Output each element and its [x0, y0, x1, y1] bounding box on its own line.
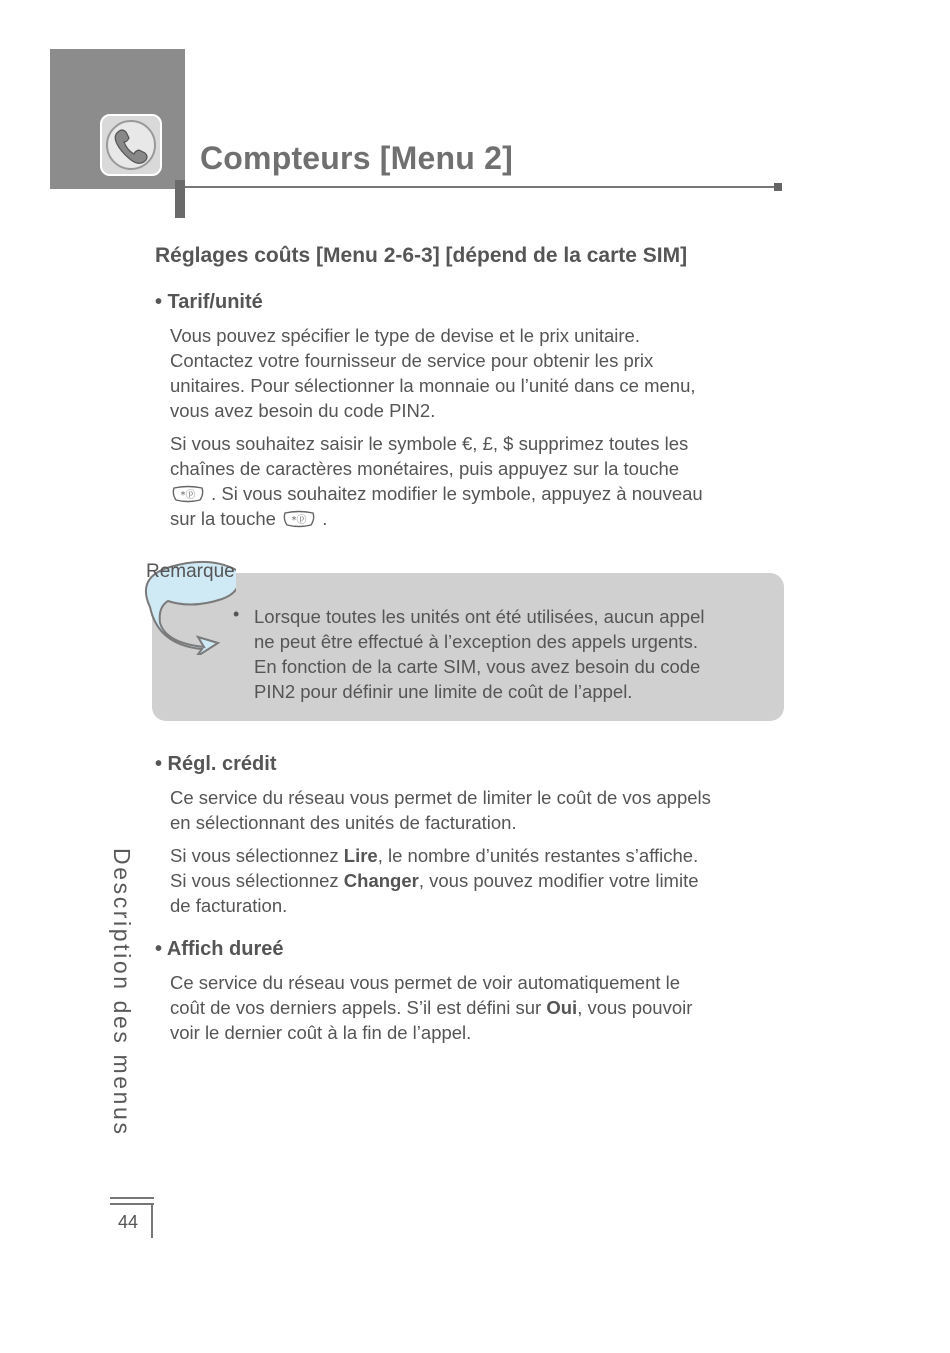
text-fragment: Si vous sélectionnez [170, 845, 344, 866]
telephone-handset-icon [100, 114, 162, 176]
page-title: Compteurs [Menu 2] [200, 140, 513, 176]
text-line: Si vous souhaitez saisir le symbole €, £, $ supprimez toutes les [170, 433, 689, 454]
duree-heading: • Affich dureé [155, 938, 284, 960]
svg-text:*ⓟ: *ⓟ [291, 515, 307, 526]
section-heading: Réglages coûts [Menu 2-6-3] [dépend de la carte SIM] [155, 244, 688, 267]
tarif-heading: • Tarif/unité [155, 291, 263, 313]
page-number: 44 [118, 1212, 139, 1232]
text-line: Vous pouvez spécifier le type de devise et le prix unitaire. [170, 325, 640, 346]
text-fragment: , le nombre d’unités restantes s’affiche. [377, 845, 699, 866]
footer-vertical-rule [151, 1205, 153, 1238]
credit-heading: • Régl. crédit [155, 753, 277, 775]
title-underline [185, 186, 778, 188]
header-stem [175, 180, 185, 218]
text-fragment: , vous pouvez modifier votre limite [418, 870, 699, 891]
svg-text:*ⓟ: *ⓟ [180, 490, 196, 501]
star-key-icon [172, 484, 204, 502]
text-line: chaînes de caractères monétaires, puis appuyez sur la touche [170, 458, 680, 479]
title-underline-end [774, 183, 782, 191]
text-fragment: Si vous sélectionnez [170, 870, 344, 891]
text-line [170, 843, 699, 868]
text-fragment: coût de vos derniers appels. S’il est défini sur [170, 997, 547, 1018]
text-line: vous avez besoin du code PIN2. [170, 400, 436, 421]
tarif-paragraph-2 [170, 431, 703, 531]
sidebar-section-label: Description des menus [109, 848, 135, 1137]
star-key-icon [283, 509, 315, 527]
text-line: En fonction de la carte SIM, vous avez besoin du code [254, 656, 701, 677]
credit-paragraph-2 [170, 843, 699, 918]
text-line [170, 868, 699, 893]
text-line: en sélectionnant des unités de facturation. [170, 812, 517, 833]
footer-rule [110, 1197, 154, 1205]
text-line: Lorsque toutes les unités ont été utilisées, aucun appel [254, 606, 705, 627]
text-line: Contactez votre fournisseur de service pour obtenir les prix [170, 350, 654, 371]
text-fragment: . Si vous souhaitez modifier le symbole, appuyez à nouveau [206, 483, 703, 504]
duree-paragraph [170, 970, 692, 1045]
text-line [170, 481, 703, 506]
text-line [170, 506, 703, 531]
text-line: ne peut être effectué à l’exception des appels urgents. [254, 631, 698, 652]
text-line: de facturation. [170, 895, 288, 916]
text-fragment: , vous pouvoir [577, 997, 693, 1018]
text-line [170, 995, 692, 1020]
tarif-paragraph-1 [170, 323, 696, 423]
option-name: Lire [343, 845, 378, 866]
text-fragment: . [317, 508, 328, 529]
credit-paragraph-1 [170, 785, 711, 835]
text-line: PIN2 pour définir une limite de coût de l’appel. [254, 681, 633, 702]
note-bullet: • [233, 604, 240, 624]
text-line: unitaires. Pour sélectionner la monnaie ou l’unité dans ce menu, [170, 375, 696, 396]
option-name: Changer [343, 870, 419, 891]
text-line: Ce service du réseau vous permet de limiter le coût de vos appels [170, 787, 711, 808]
note-text [254, 604, 774, 704]
text-line: Ce service du réseau vous permet de voir automatiquement le [170, 972, 681, 993]
text-line: voir le dernier coût à la fin de l’appel. [170, 1022, 472, 1043]
note-label: Remarque [146, 561, 235, 582]
option-name: Oui [546, 997, 578, 1018]
text-fragment: sur la touche [170, 508, 282, 529]
